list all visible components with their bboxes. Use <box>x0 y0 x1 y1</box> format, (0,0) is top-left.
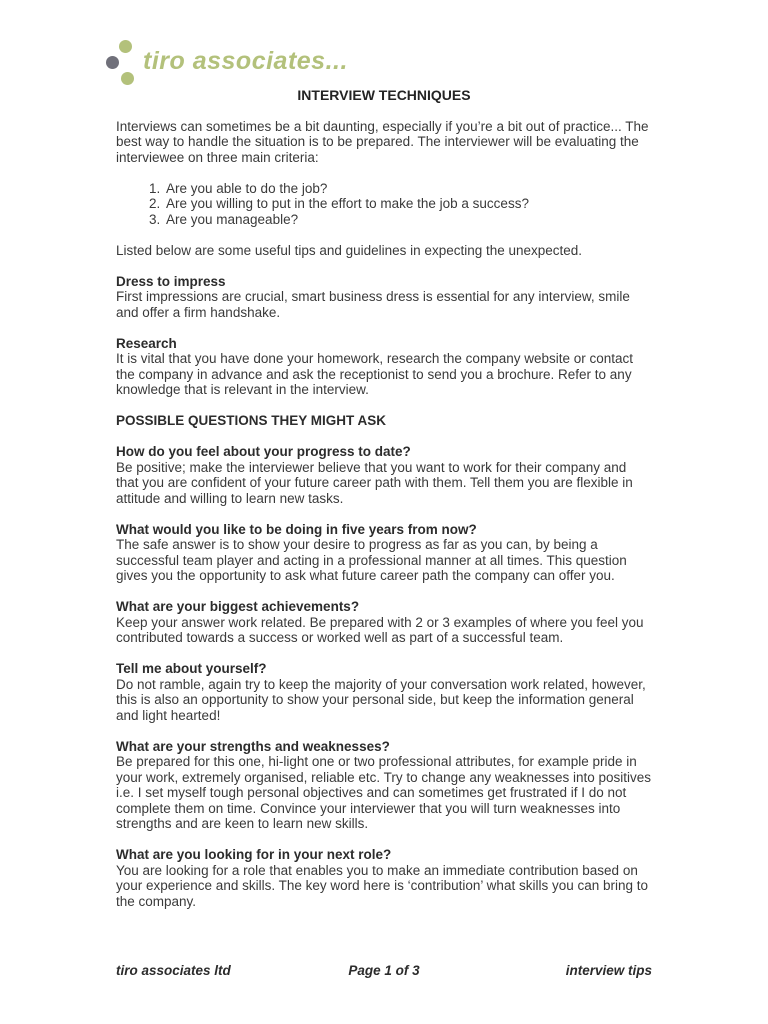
page-title: INTERVIEW TECHNIQUES <box>297 87 471 103</box>
logo-dots-icon <box>106 39 136 85</box>
question-heading: What are your strengths and weaknesses? <box>116 738 390 754</box>
question-block-next-role <box>116 847 652 909</box>
logo-dot-green-bottom <box>121 72 134 85</box>
logo-wordmark: tiro associates... <box>143 47 348 76</box>
question-block-about-yourself <box>116 661 652 723</box>
question-answer: The safe answer is to show your desire to progress as far as you can, by being a successful team player and acting in a professional manner at all times. This question gives you the opportunity to ask what future career path the company can offer you. <box>116 537 627 583</box>
question-block-strengths-weaknesses <box>116 739 652 832</box>
question-answer: Keep your answer work related. Be prepared with 2 or 3 examples of where you feel you contributed towards a success or worked well as part of a successful team. <box>116 614 644 645</box>
question-heading: What are you looking for in your next role? <box>116 847 392 862</box>
criteria-list <box>116 181 652 228</box>
page-footer <box>116 963 652 979</box>
section-body: It is vital that you have done your homework, research the company website or contact the company in advance and ask the receptionist to send you a brochure. Refer to any knowledge that is relevant in the interview. <box>116 351 634 397</box>
section-dress-to-impress <box>116 274 652 321</box>
logo-dot-green-top <box>119 40 132 53</box>
footer-doc-name: interview tips <box>565 963 653 978</box>
footer-page-number: Page 1 of 3 <box>348 963 420 978</box>
question-heading: How do you feel about your progress to date? <box>116 444 411 459</box>
question-answer: You are looking for a role that enables you to make an immediate contribution based on your experience and skills. The key word here is ‘contribution’ what skills you can bring to the company. <box>116 862 649 909</box>
footer-company: tiro associates ltd <box>116 963 231 978</box>
question-answer: Do not ramble, again try to keep the majority of your conversation work related, however, this is also an opportunity to show your personal side, but keep the information general and light hearted! <box>116 676 646 723</box>
criteria-item-3: 3. Are you manageable? <box>164 212 652 228</box>
question-block-achievements <box>116 599 652 646</box>
section-heading: Research <box>116 335 177 351</box>
logo-dot-gray-left <box>106 56 119 69</box>
section-body: First impressions are crucial, smart business dress is essential for any interview, smile and offer a firm handshake. <box>116 289 630 320</box>
question-heading: What are your biggest achievements? <box>116 599 360 614</box>
criteria-item-1: 1. Are you able to do the job? <box>164 181 652 197</box>
tiro-associates-logo <box>106 39 348 85</box>
intro-paragraph: Interviews can sometimes be a bit daunting, especially if you’re a bit out of practice... The best way to handle the situation is to be prepared. The interviewer will be evaluating the interviewee on three main criteria: <box>116 118 649 165</box>
question-heading: What would you like to be doing in five years from now? <box>116 521 477 537</box>
question-answer: Be prepared for this one, hi-light one or two professional attributes, for example pride in your work, extremely organised, reliable etc. Try to change any weaknesses into positives i.e. I set myself tough personal objectives and can sometimes get frustrated if I do not complete them on time. Convince your interviewer that you will turn weaknesses into strengths and are keen to learn new skills. <box>116 754 652 831</box>
possible-questions-header: POSSIBLE QUESTIONS THEY MIGHT ASK <box>116 413 387 428</box>
document-content <box>116 88 652 925</box>
section-heading: Dress to impress <box>116 273 226 289</box>
question-heading: Tell me about yourself? <box>116 661 267 676</box>
listed-below-paragraph: Listed below are some useful tips and guidelines in expecting the unexpected. <box>116 242 583 258</box>
criteria-item-2: 2. Are you willing to put in the effort to make the job a success? <box>164 196 652 212</box>
question-block-progress <box>116 444 652 506</box>
section-research <box>116 336 652 398</box>
question-block-five-years <box>116 522 652 584</box>
question-answer: Be positive; make the interviewer believe that you want to work for their company and that you are confident of your future career path with them. Tell them you are flexible in attitude and willing to learn new tasks. <box>116 459 633 506</box>
